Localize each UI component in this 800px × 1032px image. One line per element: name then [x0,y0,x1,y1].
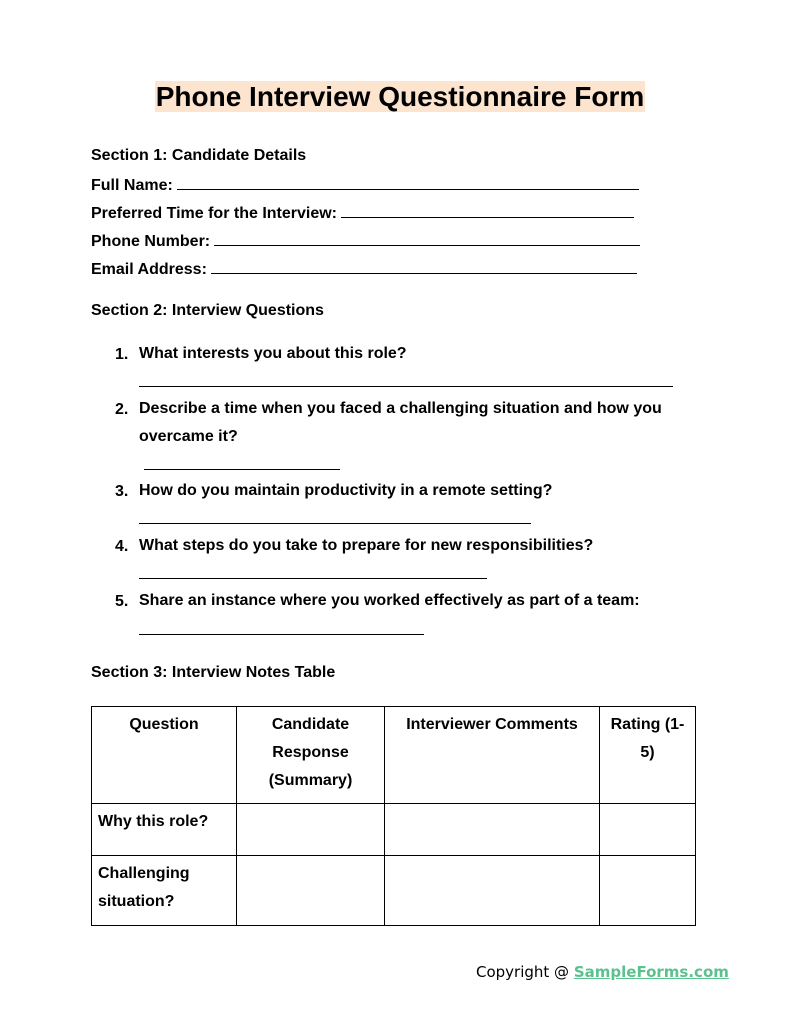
column-header: Interviewer Comments [385,707,600,804]
copyright-footer: Copyright @ SampleForms.com [476,963,729,981]
email-address-field[interactable]: Email Address: [91,259,637,279]
answer-line-1[interactable] [139,386,673,387]
table-header-row [92,707,696,804]
question-4: What steps do you take to prepare for new responsibilities? [139,537,594,554]
question-number: 2. [115,401,129,418]
section-3-heading: Section 3: Interview Notes Table [91,664,336,681]
section-1-heading: Section 1: Candidate Details [91,147,307,164]
question-2: Describe a time when you faced a challenging situation and how you overcame it? [139,400,662,445]
answer-line-3[interactable] [139,523,531,524]
question-number: 1. [115,346,129,363]
table-cell[interactable] [600,804,696,856]
question-number: 5. [115,593,129,610]
question-number: 4. [115,538,129,555]
answer-line-5[interactable] [139,634,424,635]
column-header: Candidate Response (Summary) [237,707,385,804]
table-cell[interactable] [385,804,600,856]
phone-number-blank[interactable] [214,231,640,246]
table-cell[interactable] [237,804,385,856]
column-header: Question [92,707,237,804]
phone-number-field[interactable]: Phone Number: [91,231,640,251]
preferred-time-field[interactable]: Preferred Time for the Interview: [91,203,634,223]
section-2-heading: Section 2: Interview Questions [91,302,324,319]
preferred-time-blank[interactable] [341,203,634,218]
question-3: How do you maintain productivity in a remote setting? [139,482,553,499]
table-cell[interactable] [385,856,600,926]
table-cell[interactable] [600,856,696,926]
page-title: Phone Interview Questionnaire Form [155,81,645,112]
table-cell[interactable] [237,856,385,926]
table-row [92,804,696,856]
question-number: 3. [115,483,129,500]
answer-line-4[interactable] [139,578,487,579]
sampleforms-link[interactable]: SampleForms.com [573,963,729,981]
table-row [92,856,696,926]
full-name-field[interactable]: Full Name: [91,175,639,195]
email-address-blank[interactable] [211,259,637,274]
question-5: Share an instance where you worked effectively as part of a team: [139,592,640,609]
interview-notes-table [91,706,696,926]
table-cell: Why this role? [92,804,237,856]
column-header: Rating (1-5) [600,707,696,804]
table-cell: Challenging situation? [92,856,237,926]
question-1: What interests you about this role? [139,345,407,362]
answer-line-2[interactable] [144,469,340,470]
full-name-blank[interactable] [177,175,639,190]
